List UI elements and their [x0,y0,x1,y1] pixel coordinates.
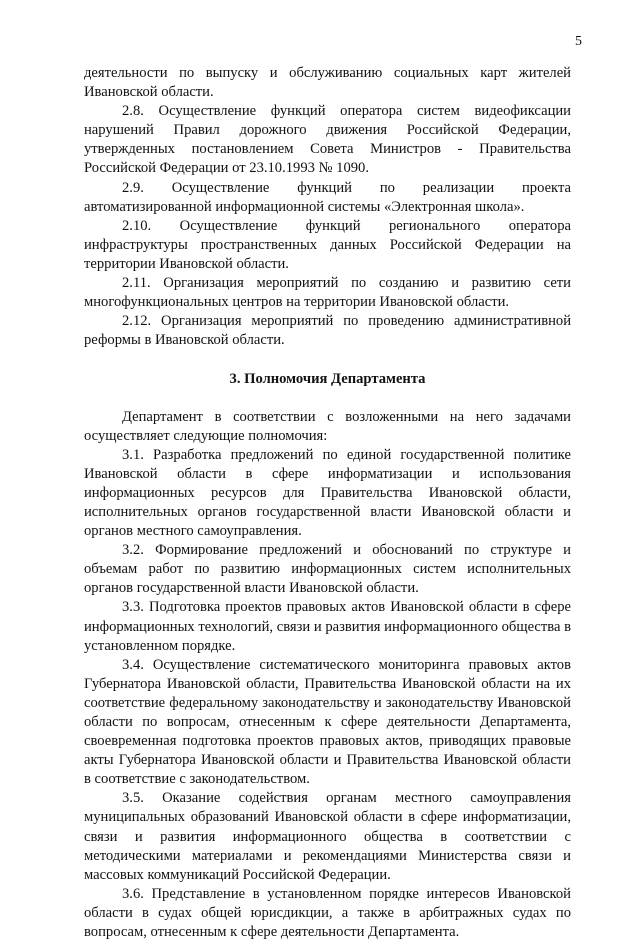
paragraph-3-1: 3.1. Разработка предложений по единой государственной политике Ивановской области в сфере информатизации и использования информационных ресурсов для Правительства Ивановской области, исполнительных органов государственной власти Ивановской области и органов местного самоуправления. [84,446,571,540]
paragraph-2-9: 2.9. Осуществление функций по реализации проекта автоматизированной информационной системы «Электронная школа». [84,179,571,215]
paragraph-2-11: 2.11. Организация мероприятий по созданию и развитию сети многофункциональных центров на территории Ивановской области. [84,275,571,311]
section-heading: 3. Полномочия Департамента [229,371,426,388]
paragraph-3-3: 3.3. Подготовка проектов правовых актов Ивановской области в сфере информационных технологий, связи и развития информационного общества в установленном порядке. [84,599,571,654]
paragraph-2-8: 2.8. Осуществление функций оператора систем видеофиксации нарушений Правил дорожного движения Российской Федерации, утвержденных постановлением Совета Министров - Правительства Российской Федерации от 23.10.1993 № 1090. [84,103,571,177]
paragraph-3-6: 3.6. Представление в установленном порядке интересов Ивановской области в судах общей юрисдикции, а также в арбитражных судах по вопросам, отнесенным к сфере деятельности Департамента. [84,885,571,941]
paragraph-intro: Департамент в соответствии с возложенными на него задачами осуществляет следующие полномочия: [84,408,571,444]
paragraph-3-4: 3.4. Осуществление систематического мониторинга правовых актов Губернатора Ивановской области, Правительства Ивановской области на их соответствие федеральному законодательству и законодательству Ивановской области по вопросам, отнесенным к сфере деятельности Департамента, своевременная подготовка проектов правовых актов, приводящих правовые акты Губернатора Ивановской области и Правительства Ивановской области в соответствие с законодательством. [84,656,571,788]
paragraph-3-2: 3.2. Формирование предложений и обоснований по структуре и объемам работ по развитию информационных систем исполнительных органов государственной власти Ивановской области. [84,542,571,597]
paragraph-2-10: 2.10. Осуществление функций регионального оператора инфраструктуры пространственных данных Российской Федерации на территории Ивановской области. [84,217,571,272]
paragraph-3-5: 3.5. Оказание содействия органам местного самоуправления муниципальных образований Ивановской области в сфере информатизации, связи и развития информационного общества в соответствии с методическими материалами и рекомендациями Министерства связи и массовых коммуникаций Российской Федерации. [84,790,571,883]
paragraph: деятельности по выпуску и обслуживанию социальных карт жителей Ивановской области. [84,65,571,101]
paragraph-2-12: 2.12. Организация мероприятий по проведению административной реформы в Ивановской области. [84,313,571,349]
document-body [84,64,571,942]
page-number: 5 [575,34,582,49]
